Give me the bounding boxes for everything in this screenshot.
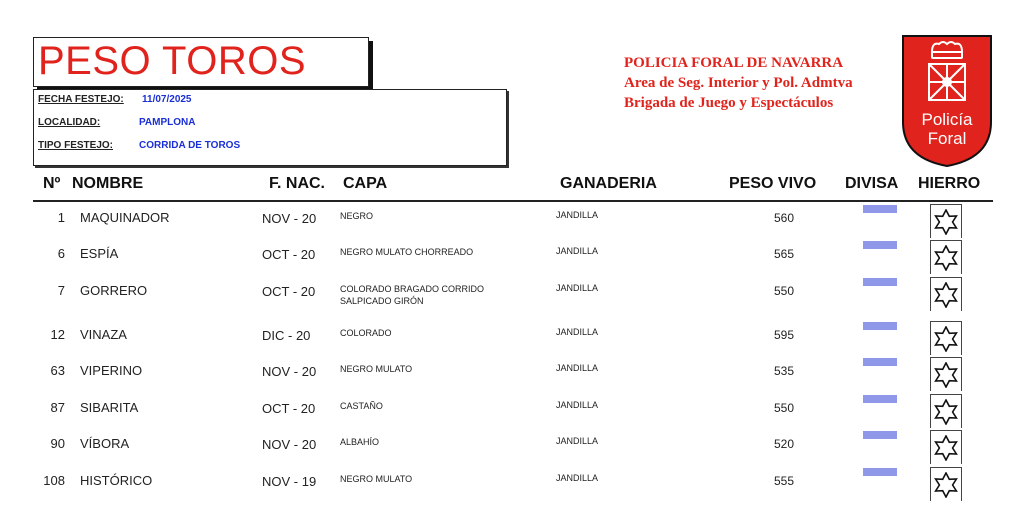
logo-text-line2: Foral	[927, 129, 967, 148]
col-header-divisa: DIVISA	[845, 175, 899, 192]
row-nombre: GORRERO	[80, 283, 148, 298]
row-fnac: NOV - 20	[262, 211, 317, 226]
star-brand-icon	[933, 209, 959, 235]
org-department: Area de Seg. Interior y Pol. Admtva	[624, 75, 853, 91]
row-num: 90	[50, 436, 65, 451]
hierro-brand	[930, 430, 962, 464]
event-info-box	[33, 89, 507, 166]
row-peso: 550	[773, 401, 794, 415]
row-num: 63	[50, 363, 65, 378]
tipo-row	[38, 140, 241, 151]
hierro-brand	[930, 240, 962, 274]
row-fnac: OCT - 20	[262, 247, 316, 262]
header-divider	[33, 200, 993, 202]
row-nombre: VIPERINO	[80, 363, 143, 378]
row-capa: COLORADO BRAGADO CORRIDO SALPICADO GIRÓN	[340, 284, 485, 306]
divisa-swatch	[863, 395, 897, 403]
row-peso: 595	[773, 328, 794, 342]
row-peso: 520	[773, 437, 794, 451]
chains-emblem-icon	[929, 64, 965, 100]
row-nombre: VINAZA	[80, 327, 127, 342]
row-ganaderia: JANDILLA	[556, 327, 599, 337]
row-fnac: NOV - 19	[262, 474, 317, 489]
page-title: PESO TOROS	[38, 39, 307, 83]
divisa-swatch	[863, 322, 897, 330]
tipo-label: TIPO FESTEJO:	[38, 140, 114, 151]
row-peso: 550	[773, 284, 794, 298]
row-capa: COLORADO	[340, 328, 392, 338]
row-num: 7	[57, 283, 65, 298]
divisa-swatch	[863, 205, 897, 213]
col-header-peso: PESO VIVO	[729, 175, 817, 192]
row-capa: NEGRO MULATO	[340, 474, 413, 484]
row-ganaderia: JANDILLA	[556, 473, 599, 483]
org-name: POLICIA FORAL DE NAVARRA	[624, 55, 844, 71]
col-header-capa: CAPA	[343, 175, 388, 192]
hierro-brand	[930, 394, 962, 428]
hierro-brand	[930, 467, 962, 501]
divisa-swatch	[863, 241, 897, 249]
row-capa: NEGRO MULATO	[340, 364, 413, 374]
org-brigade: Brigada de Juego y Espectáculos	[624, 95, 834, 111]
row-num: 1	[57, 210, 65, 225]
row-num: 12	[50, 327, 65, 342]
hierro-brand	[930, 204, 962, 238]
col-header-fnac: F. NAC.	[269, 175, 325, 192]
hierro-brand	[930, 321, 962, 355]
divisa-swatch	[863, 431, 897, 439]
row-ganaderia: JANDILLA	[556, 246, 599, 256]
divisa-swatch	[863, 468, 897, 476]
fecha-value: 11/07/2025	[142, 94, 192, 105]
hierro-brand	[930, 277, 962, 311]
row-ganaderia: JANDILLA	[556, 363, 599, 373]
fecha-label: FECHA FESTEJO:	[38, 94, 124, 105]
star-brand-icon	[933, 282, 959, 308]
row-capa: CASTAÑO	[340, 401, 383, 411]
row-fnac: NOV - 20	[262, 437, 317, 452]
row-fnac: OCT - 20	[262, 284, 316, 299]
row-nombre: MAQUINADOR	[80, 210, 170, 225]
row-num: 6	[57, 246, 65, 261]
row-nombre: SIBARITA	[80, 400, 139, 415]
row-nombre: HISTÓRICO	[80, 473, 153, 488]
star-brand-icon	[933, 326, 959, 352]
row-capa: NEGRO MULATO CHORREADO	[340, 247, 474, 257]
localidad-row	[38, 117, 196, 128]
row-nombre: VÍBORA	[80, 436, 130, 451]
col-header-num: Nº	[43, 175, 61, 192]
fecha-row	[38, 94, 192, 105]
title-box	[33, 37, 369, 87]
row-fnac: DIC - 20	[262, 328, 311, 343]
row-peso: 560	[773, 211, 794, 225]
col-header-hierro: HIERRO	[918, 175, 981, 192]
row-peso: 565	[773, 247, 794, 261]
row-nombre: ESPÍA	[80, 246, 119, 261]
policia-foral-logo	[901, 34, 993, 168]
row-ganaderia: JANDILLA	[556, 283, 599, 293]
star-brand-icon	[933, 362, 959, 388]
row-peso: 535	[773, 364, 794, 378]
star-brand-icon	[933, 399, 959, 425]
star-brand-icon	[933, 472, 959, 498]
row-capa: NEGRO	[340, 211, 374, 221]
row-fnac: NOV - 20	[262, 364, 317, 379]
row-ganaderia: JANDILLA	[556, 436, 599, 446]
divisa-swatch	[863, 358, 897, 366]
hierro-brand	[930, 357, 962, 391]
row-capa: ALBAHÍO	[340, 437, 380, 447]
row-num: 87	[50, 400, 65, 415]
row-peso: 555	[773, 474, 794, 488]
col-header-ganaderia: GANADERIA	[560, 175, 657, 192]
row-ganaderia: JANDILLA	[556, 400, 599, 410]
localidad-label: LOCALIDAD:	[38, 117, 101, 128]
row-ganaderia: JANDILLA	[556, 210, 599, 220]
logo-text-line1: Policía	[921, 110, 973, 129]
divisa-swatch	[863, 278, 897, 286]
col-header-nombre: NOMBRE	[72, 175, 144, 192]
organization-header	[624, 53, 853, 113]
star-brand-icon	[933, 245, 959, 271]
row-fnac: OCT - 20	[262, 401, 316, 416]
tipo-value: CORRIDA DE TOROS	[139, 140, 241, 151]
row-num: 108	[43, 473, 65, 488]
star-brand-icon	[933, 435, 959, 461]
localidad-value: PAMPLONA	[139, 117, 196, 128]
